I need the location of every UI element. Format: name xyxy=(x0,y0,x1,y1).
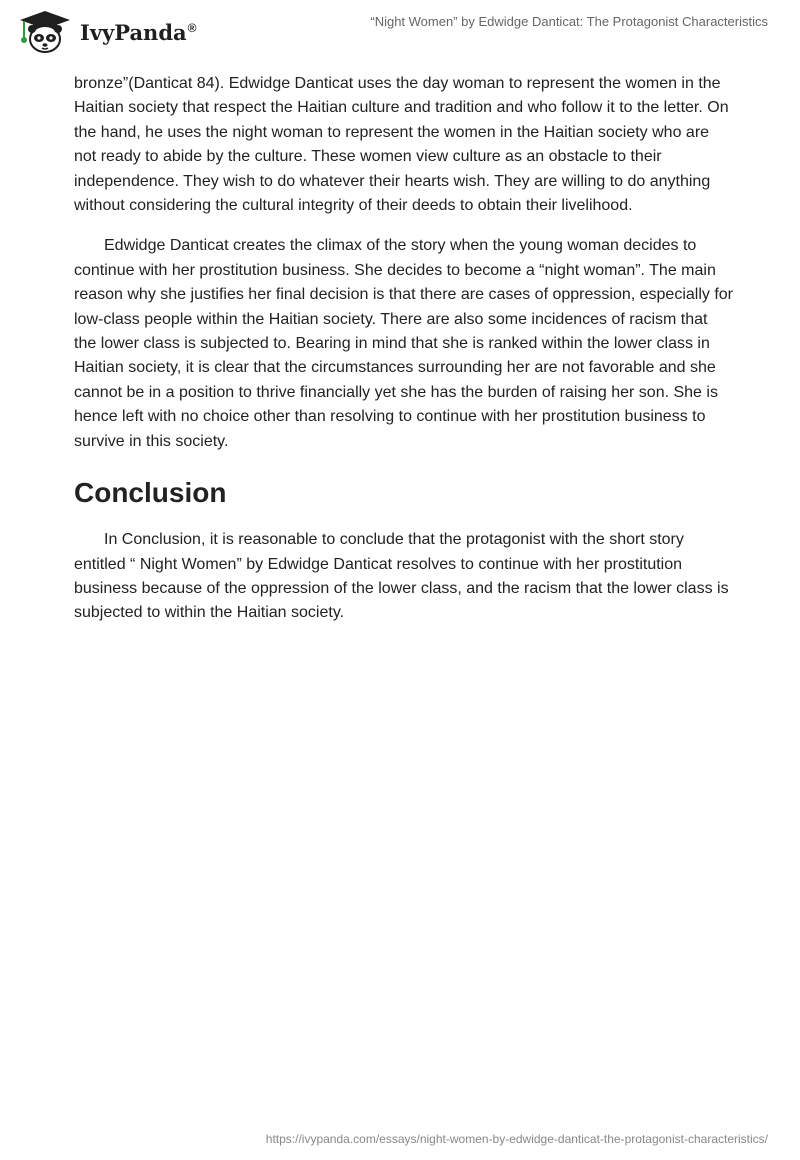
panda-graduation-cap-icon xyxy=(14,8,76,56)
page-header xyxy=(0,0,800,64)
essay-body xyxy=(74,72,734,642)
registered-mark: ® xyxy=(187,20,197,35)
brand-name: IvyPanda® xyxy=(80,19,197,45)
paragraph-conclusion: In Conclusion, it is reasonable to conclude that the protagonist with the short story entitled “ Night Women” by Edwidge Danticat resolves to continue with her prostitution business because of the oppression of the lower class, and the racism that the lower class is subjected to within the Haitian society. xyxy=(74,531,729,622)
source-url[interactable]: https://ivypanda.com/essays/night-women-by-edwidge-danticat-the-protagonist-characteristics/ xyxy=(265,1132,768,1146)
document-title: “Night Women” by Edwidge Danticat: The Protagonist Characteristics xyxy=(370,14,768,29)
conclusion-heading: Conclusion xyxy=(74,477,227,509)
paragraph-climax: Edwidge Danticat creates the climax of the story when the young woman decides to continue with her prostitution business. She decides to become a “night woman”. The main reason why she justifies her final decision is that there are cases of oppression, especially for low-class people within the Haitian society. There are also some incidences of racism that the lower class is subjected to. Bearing in mind that she is ranked within the lower class in Haitian society, it is clear that the circumstances surrounding her are not favorable and she cannot be in a position to thrive financially yet she has the burden of raising her son. She is hence left with no choice other than resolving to continue with her prostitution business to survive in this society. xyxy=(74,237,734,450)
paragraph-day-night-woman: bronze”(Danticat 84). Edwidge Danticat uses the day woman to represent the women in the Haitian society that respect the Haitian culture and tradition and who follow it to the letter. On the hand, he uses the night woman to represent the women in the Haitian society who are not ready to abide by the culture. These women view culture as an obstacle to their independence. They wish to do whatever their hearts wish. They are willing to do anything without considering the cultural integrity of their deeds to obtain their livelihood. xyxy=(74,75,729,215)
brand-logo[interactable] xyxy=(14,8,196,56)
